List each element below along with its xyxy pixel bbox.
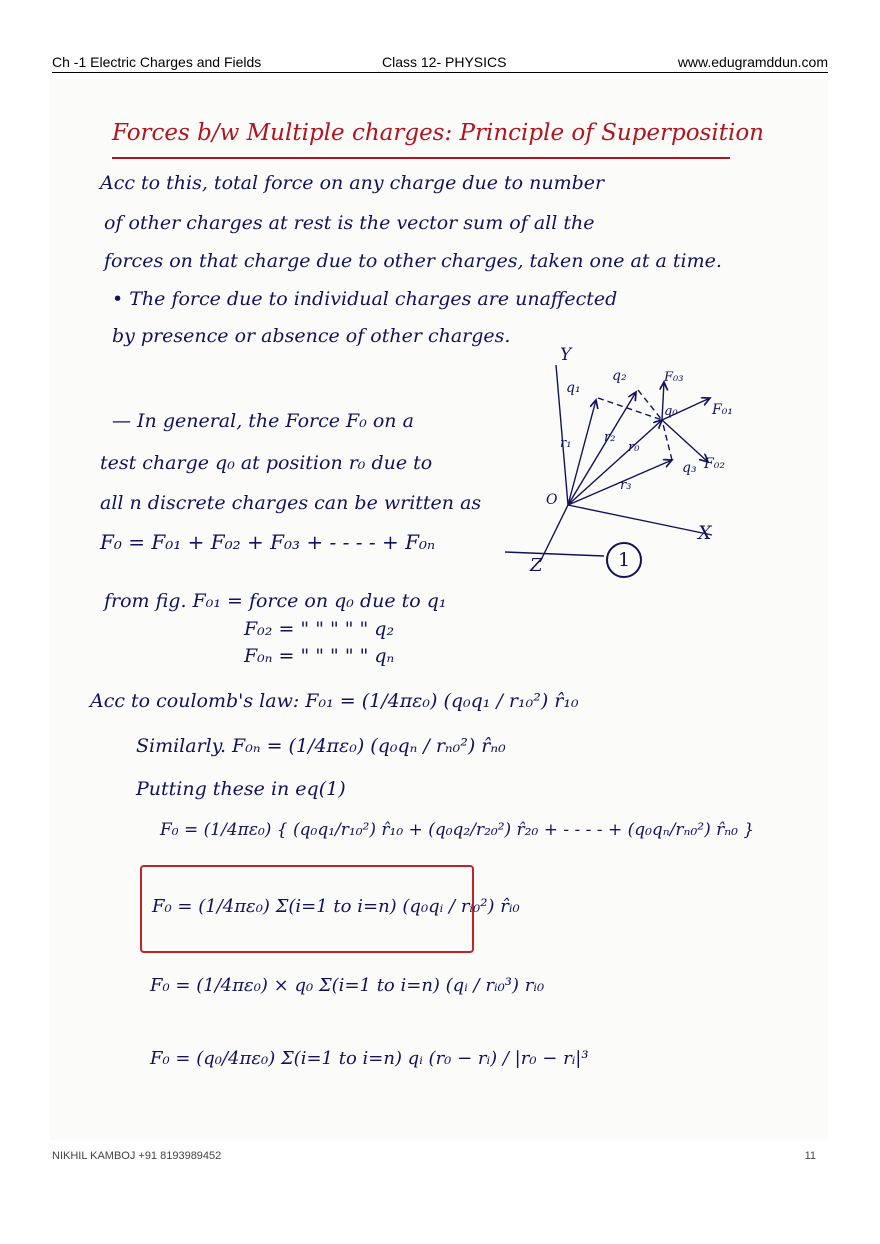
figure-axis-x: X [698,522,712,544]
header-rule [52,72,828,73]
coulomb-law-line: Acc to coulomb's law: F₀₁ = (1/4πε₀) (q₀q₁ / r₁₀²) r̂₁₀ [90,690,579,712]
fig-line-2: F₀₂ = " " " " " q₂ [244,618,395,640]
para-line-3: forces on that charge due to other charges, taken one at a time. [104,250,722,272]
header-class: Class 12- PHYSICS [382,54,507,70]
figure-charge-q3: q₃ [682,460,697,476]
footer-page-number: 11 [804,1150,816,1162]
boxed-formula: F₀ = (1/4πε₀) Σ(i=1 to i=n) (q₀qᵢ / rᵢ₀²) r̂ᵢ₀ [152,896,520,917]
fig-line-1: from fig. F₀₁ = force on q₀ due to q₁ [104,590,447,612]
footer-author: NIKHIL KAMBOJ +91 8193989452 [52,1150,222,1162]
figure-charge-q1: q₁ [566,380,581,396]
figure-axis-z: Z [530,555,543,576]
para-line-5: by presence or absence of other charges. [112,325,511,347]
putting-line: Putting these in eq(1) [136,778,346,800]
formula-3: F₀ = (q₀/4πε₀) Σ(i=1 to i=n) qᵢ (r₀ − rᵢ) / |r₀ − rᵢ|³ [150,1048,589,1069]
general-line-2: test charge q₀ at position r₀ due to [100,452,433,474]
para-line-1: Acc to this, total force on any charge due to number [100,172,605,194]
title-underline [112,157,730,159]
figure-charge-q2: q₂ [612,368,627,384]
general-line-1: — In general, the Force F₀ on a [112,410,414,432]
figure-position-r3: r₃ [620,478,632,493]
general-line-3: all n discrete charges can be written as [100,492,482,514]
equation-1: F₀ = F₀₁ + F₀₂ + F₀₃ + - - - - + F₀ₙ [100,530,436,554]
equation-1-tag: 1 [606,542,642,578]
figure-charge-q0: q₀ [664,404,678,419]
figure-position-r1: r₁ [560,436,572,451]
figure-position-r0: r₀ [628,440,640,455]
header-website: www.edugramddun.com [677,54,828,70]
expanded-sum-equation: F₀ = (1/4πε₀) { (q₀q₁/r₁₀²) r̂₁₀ + (q₀q₂/r₂₀²) r̂₂₀ + - - - - + (q₀qₙ/rₙ₀²) r̂ₙ₀ } [160,820,755,840]
para-line-2: of other charges at rest is the vector sum of all the [104,212,595,234]
figure-position-r2: r₂ [604,430,616,445]
figure-force-f01: F₀₁ [712,402,733,418]
figure-axis-y: Y [560,345,572,365]
similarly-line: Similarly. F₀ₙ = (1/4πε₀) (q₀qₙ / rₙ₀²) r̂ₙ₀ [136,735,506,757]
figure-force-f02: F₀₂ [704,456,725,472]
figure-origin: O [546,492,558,508]
fig-line-3: F₀ₙ = " " " " " qₙ [244,645,395,667]
formula-2: F₀ = (1/4πε₀) × q₀ Σ(i=1 to i=n) (qᵢ / rᵢ₀³) rᵢ₀ [150,975,545,996]
figure-force-f03: F₀₃ [664,370,684,385]
para-line-4: • The force due to individual charges are unaffected [112,288,618,310]
notes-title: Forces b/w Multiple charges: Principle of Superposition [112,120,764,146]
header-chapter: Ch -1 Electric Charges and Fields [52,54,262,70]
